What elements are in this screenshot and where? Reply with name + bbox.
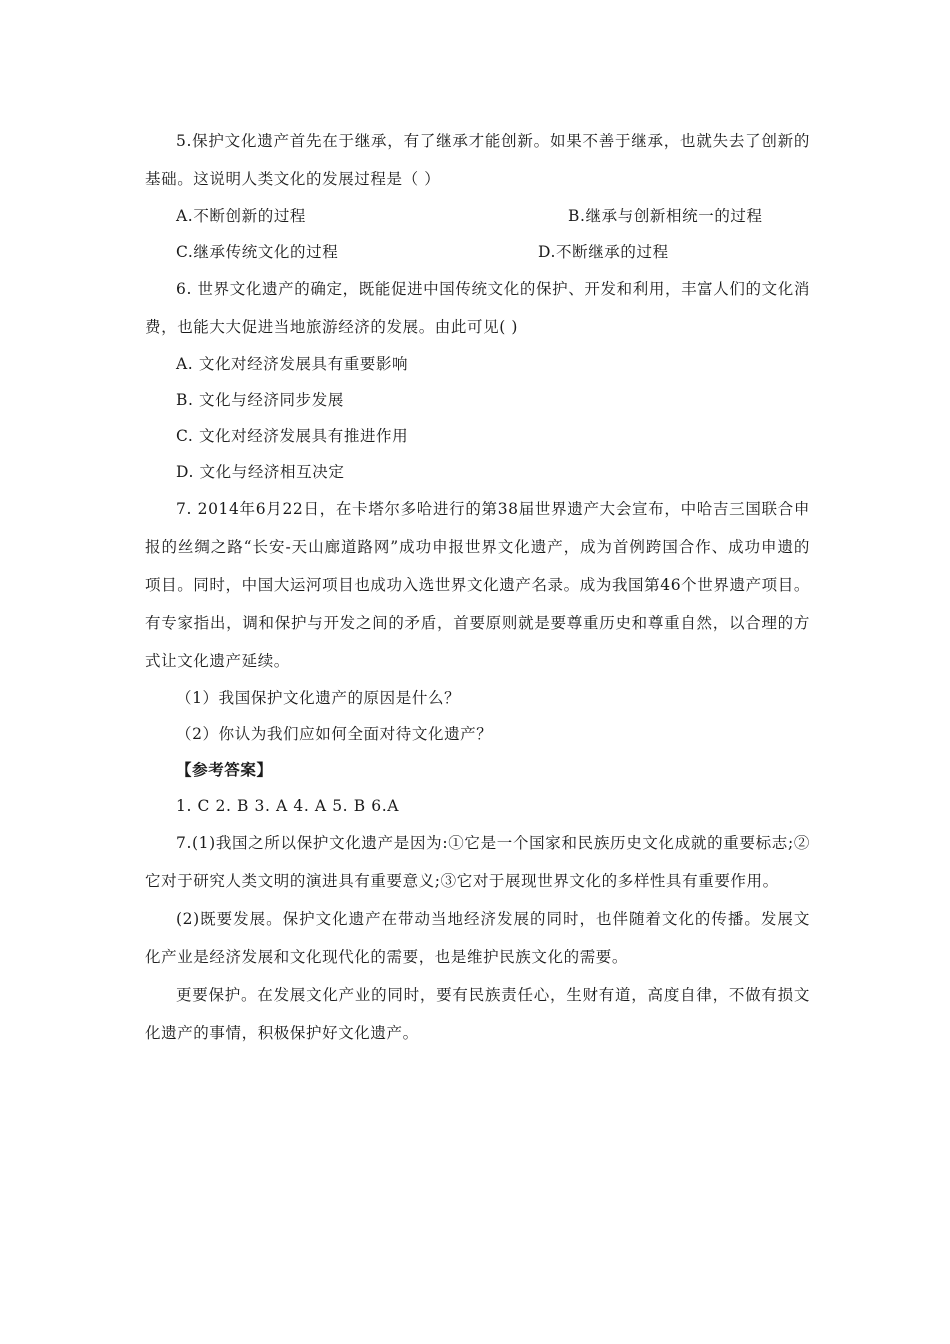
answer-7-part-1: 7.(1)我国之所以保护文化遗产是因为:①它是一个国家和民族历史文化成就的重要标志;②它对于研究人类文明的演进具有重要意义;③它对于展现世界文化的多样性具有重要作用。 [145, 834, 810, 890]
answers-heading: 【参考答案】 [176, 760, 273, 779]
question-6-option-b: B. 文化与经济同步发展 [176, 391, 344, 409]
question-5-option-d: D.不断继承的过程 [538, 243, 669, 261]
question-5-option-b: B.继承与创新相统一的过程 [568, 207, 763, 225]
answer-7-part-3: 更要保护。在发展文化产业的同时，要有民族责任心，生财有道，高度自律，不做有损文化遗产的事情，积极保护好文化遗产。 [145, 986, 810, 1042]
question-5-options-row-1 [145, 198, 810, 234]
question-7-sub-2: （2）你认为我们应如何全面对待文化遗产？ [176, 725, 493, 743]
question-5-stem: 5.保护文化遗产首先在于继承，有了继承才能创新。如果不善于继承，也就失去了创新的基础。这说明人类文化的发展过程是（ ） [145, 132, 810, 188]
question-6-option-d: D. 文化与经济相互决定 [176, 463, 345, 481]
question-5-option-c: C.继承传统文化的过程 [176, 243, 339, 261]
question-6-option-a: A. 文化对经济发展具有重要影响 [176, 355, 409, 373]
question-6-option-c: C. 文化对经济发展具有推进作用 [176, 427, 409, 445]
answers-choices: 1. C 2. B 3. A 4. A 5. B 6.A [176, 797, 400, 815]
question-5-option-a: A.不断创新的过程 [176, 207, 307, 225]
question-6-stem: 6. 世界文化遗产的确定，既能促进中国传统文化的保护、开发和利用，丰富人们的文化消费，也能大大促进当地旅游经济的发展。由此可见( ) [145, 280, 810, 336]
question-7-sub-1: （1）我国保护文化遗产的原因是什么？ [176, 689, 461, 707]
question-7-stem: 7. 2014年6月22日，在卡塔尔多哈进行的第38届世界遗产大会宣布，中哈吉三国联合申报的丝绸之路“长安-天山廊道路网”成功申报世界文化遗产，成为首例跨国合作、成功申遗的项目。同时，中国大运河项目也成功入选世界文化遗产名录。成为我国第46个世界遗产项目。有专家指出，调和保护与开发之间的矛盾，首要原则就是要尊重历史和尊重自然，以合理的方式让文化遗产延续。 [145, 500, 810, 670]
answer-7-part-2: (2)既要发展。保护文化遗产在带动当地经济发展的同时，也伴随着文化的传播。发展文化产业是经济发展和文化现代化的需要，也是维护民族文化的需要。 [145, 910, 810, 966]
document-page [145, 122, 810, 1052]
question-5-options-row-2 [145, 234, 810, 270]
